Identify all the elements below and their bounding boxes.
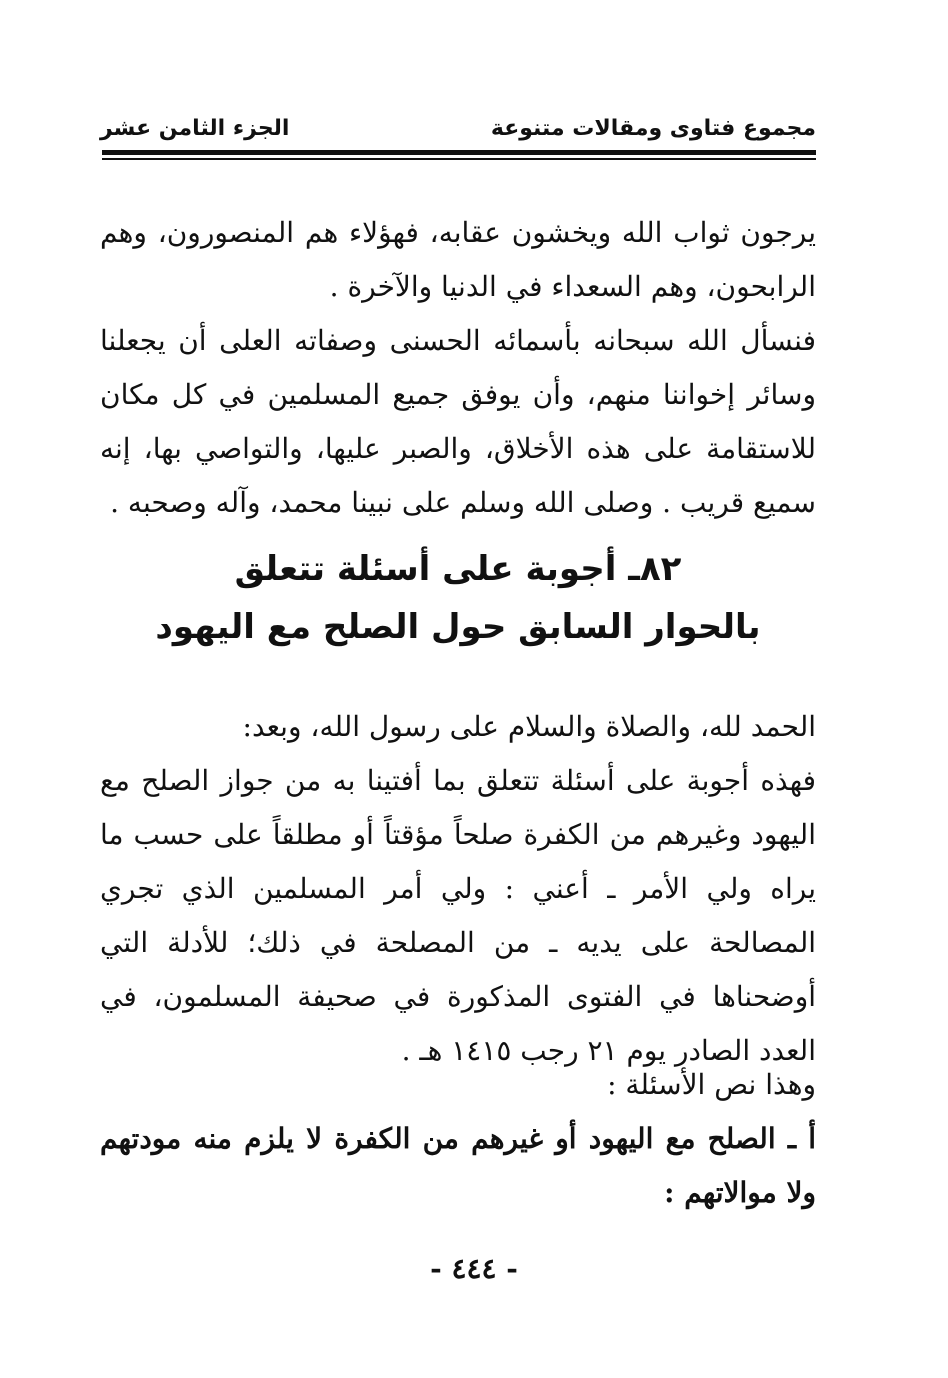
heading-line-2: بالحوار السابق حول الصلح مع اليهود [155,607,761,647]
question-a: أ ـ الصلح مع اليهود أو غيرهم من الكفرة لا يلزم منه مودتهم ولا موالاتهم : [100,1122,816,1209]
page-number: - ٤٤٤ - [430,1252,518,1285]
paragraph-questions-label: وهذا نص الأسئلة : [607,1068,816,1101]
paragraph-intro: فهذه أجوبة على أسئلة تتعلق بما أفتينا به من جواز الصلح مع اليهود وغيرهم من الكفرة صلحاً مؤقتاً أو مطلقاً على حسب ما يراه ولي الأمر ـ أعني : ولي أمر المسلمين الذي تجري المصالحة على يديه ـ من المصلحة في ذلك؛ للأدلة التي أوضحناها في الفتوى المذكورة في صحيفة المسلمون، في العدد الصادر يوم ٢١ رجب ١٤١٥ هـ . [100,764,816,1067]
header-rule-thin [102,158,816,160]
header-rule-thick [102,150,816,155]
book-title: مجموع فتاوى ومقالات متنوعة [490,116,816,141]
paragraph-continuation: يرجون ثواب الله ويخشون عقابه، فهؤلاء هم المنصورون، وهم الرابحون، وهم السعداء في الدنيا والآخرة . [100,216,816,303]
volume-label: الجزء الثامن عشر [100,116,290,141]
heading-line-1: ٨٢ـ أجوبة على أسئلة تتعلق [234,549,682,589]
paragraph-opening: الحمد لله، والصلاة والسلام على رسول الله، وبعد: [242,710,816,743]
running-header [100,112,816,152]
paragraph-supplication: فنسأل الله سبحانه بأسمائه الحسنى وصفاته العلى أن يجعلنا وسائر إخواننا منهم، وأن يوفق جميع المسلمين في كل مكان للاستقامة على هذه الأخلاق، والصبر عليها، والتواصي بها، إنه سميع قريب . وصلى الله وسلم على نبينا محمد، وآله وصحبه . [100,324,816,519]
section-heading [100,540,816,656]
